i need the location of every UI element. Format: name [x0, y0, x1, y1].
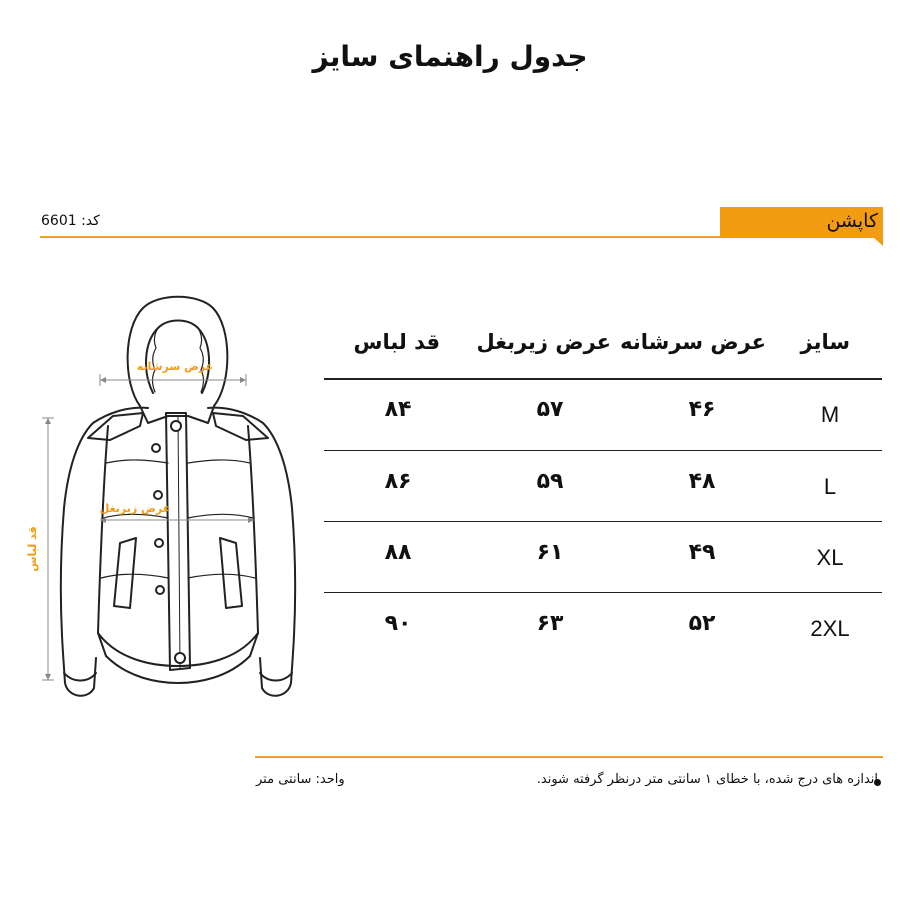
product-code-label: کد: — [81, 213, 100, 229]
cell-shoulder: ۴۶ — [688, 397, 716, 422]
cell-shoulder: ۴۸ — [688, 469, 716, 494]
cell-shoulder: ۵۲ — [688, 611, 716, 636]
cell-armpit: ۵۷ — [536, 397, 564, 422]
cell-shoulder: ۴۹ — [688, 540, 716, 565]
category-label: کاپشن — [826, 210, 878, 232]
header-armpit: عرض زیربغل — [476, 330, 611, 354]
cell-length: ۸۴ — [384, 397, 412, 422]
header-shoulder: عرض سرشانه — [620, 330, 766, 354]
row-divider — [324, 592, 882, 593]
header-size: سایز — [800, 330, 850, 354]
tolerance-note: اندازه های درج شده، با خطای ۱ سانتی متر درنظر گرفته شوند. — [536, 772, 878, 787]
cell-length: ۹۰ — [384, 611, 412, 636]
header-length: قد لباس — [353, 330, 440, 354]
cell-size: XL — [816, 545, 844, 570]
cell-size: M — [820, 402, 840, 427]
jacket-diagram — [18, 288, 308, 708]
unit-note: واحد: سانتی متر — [256, 772, 345, 787]
length-measure-label: قد لباس — [26, 526, 39, 572]
cell-size: L — [823, 474, 837, 499]
table-header-line — [324, 378, 882, 380]
product-code-value: 6601 — [41, 213, 77, 229]
row-divider — [324, 521, 882, 522]
cell-armpit: ۶۱ — [536, 540, 564, 565]
page-title: جدول راهنمای سایز — [312, 40, 588, 73]
cell-armpit: ۶۳ — [536, 611, 564, 636]
cell-armpit: ۵۹ — [536, 469, 564, 494]
armpit-measure-label: عرض زیربغل — [99, 502, 171, 515]
cell-length: ۸۸ — [384, 540, 412, 565]
footer-divider — [255, 756, 883, 758]
shoulder-measure-label: عرض سرشانه — [136, 360, 214, 373]
cell-length: ۸۶ — [384, 469, 412, 494]
product-code — [41, 213, 100, 229]
cell-size: 2XL — [810, 616, 850, 641]
row-divider — [324, 450, 882, 451]
